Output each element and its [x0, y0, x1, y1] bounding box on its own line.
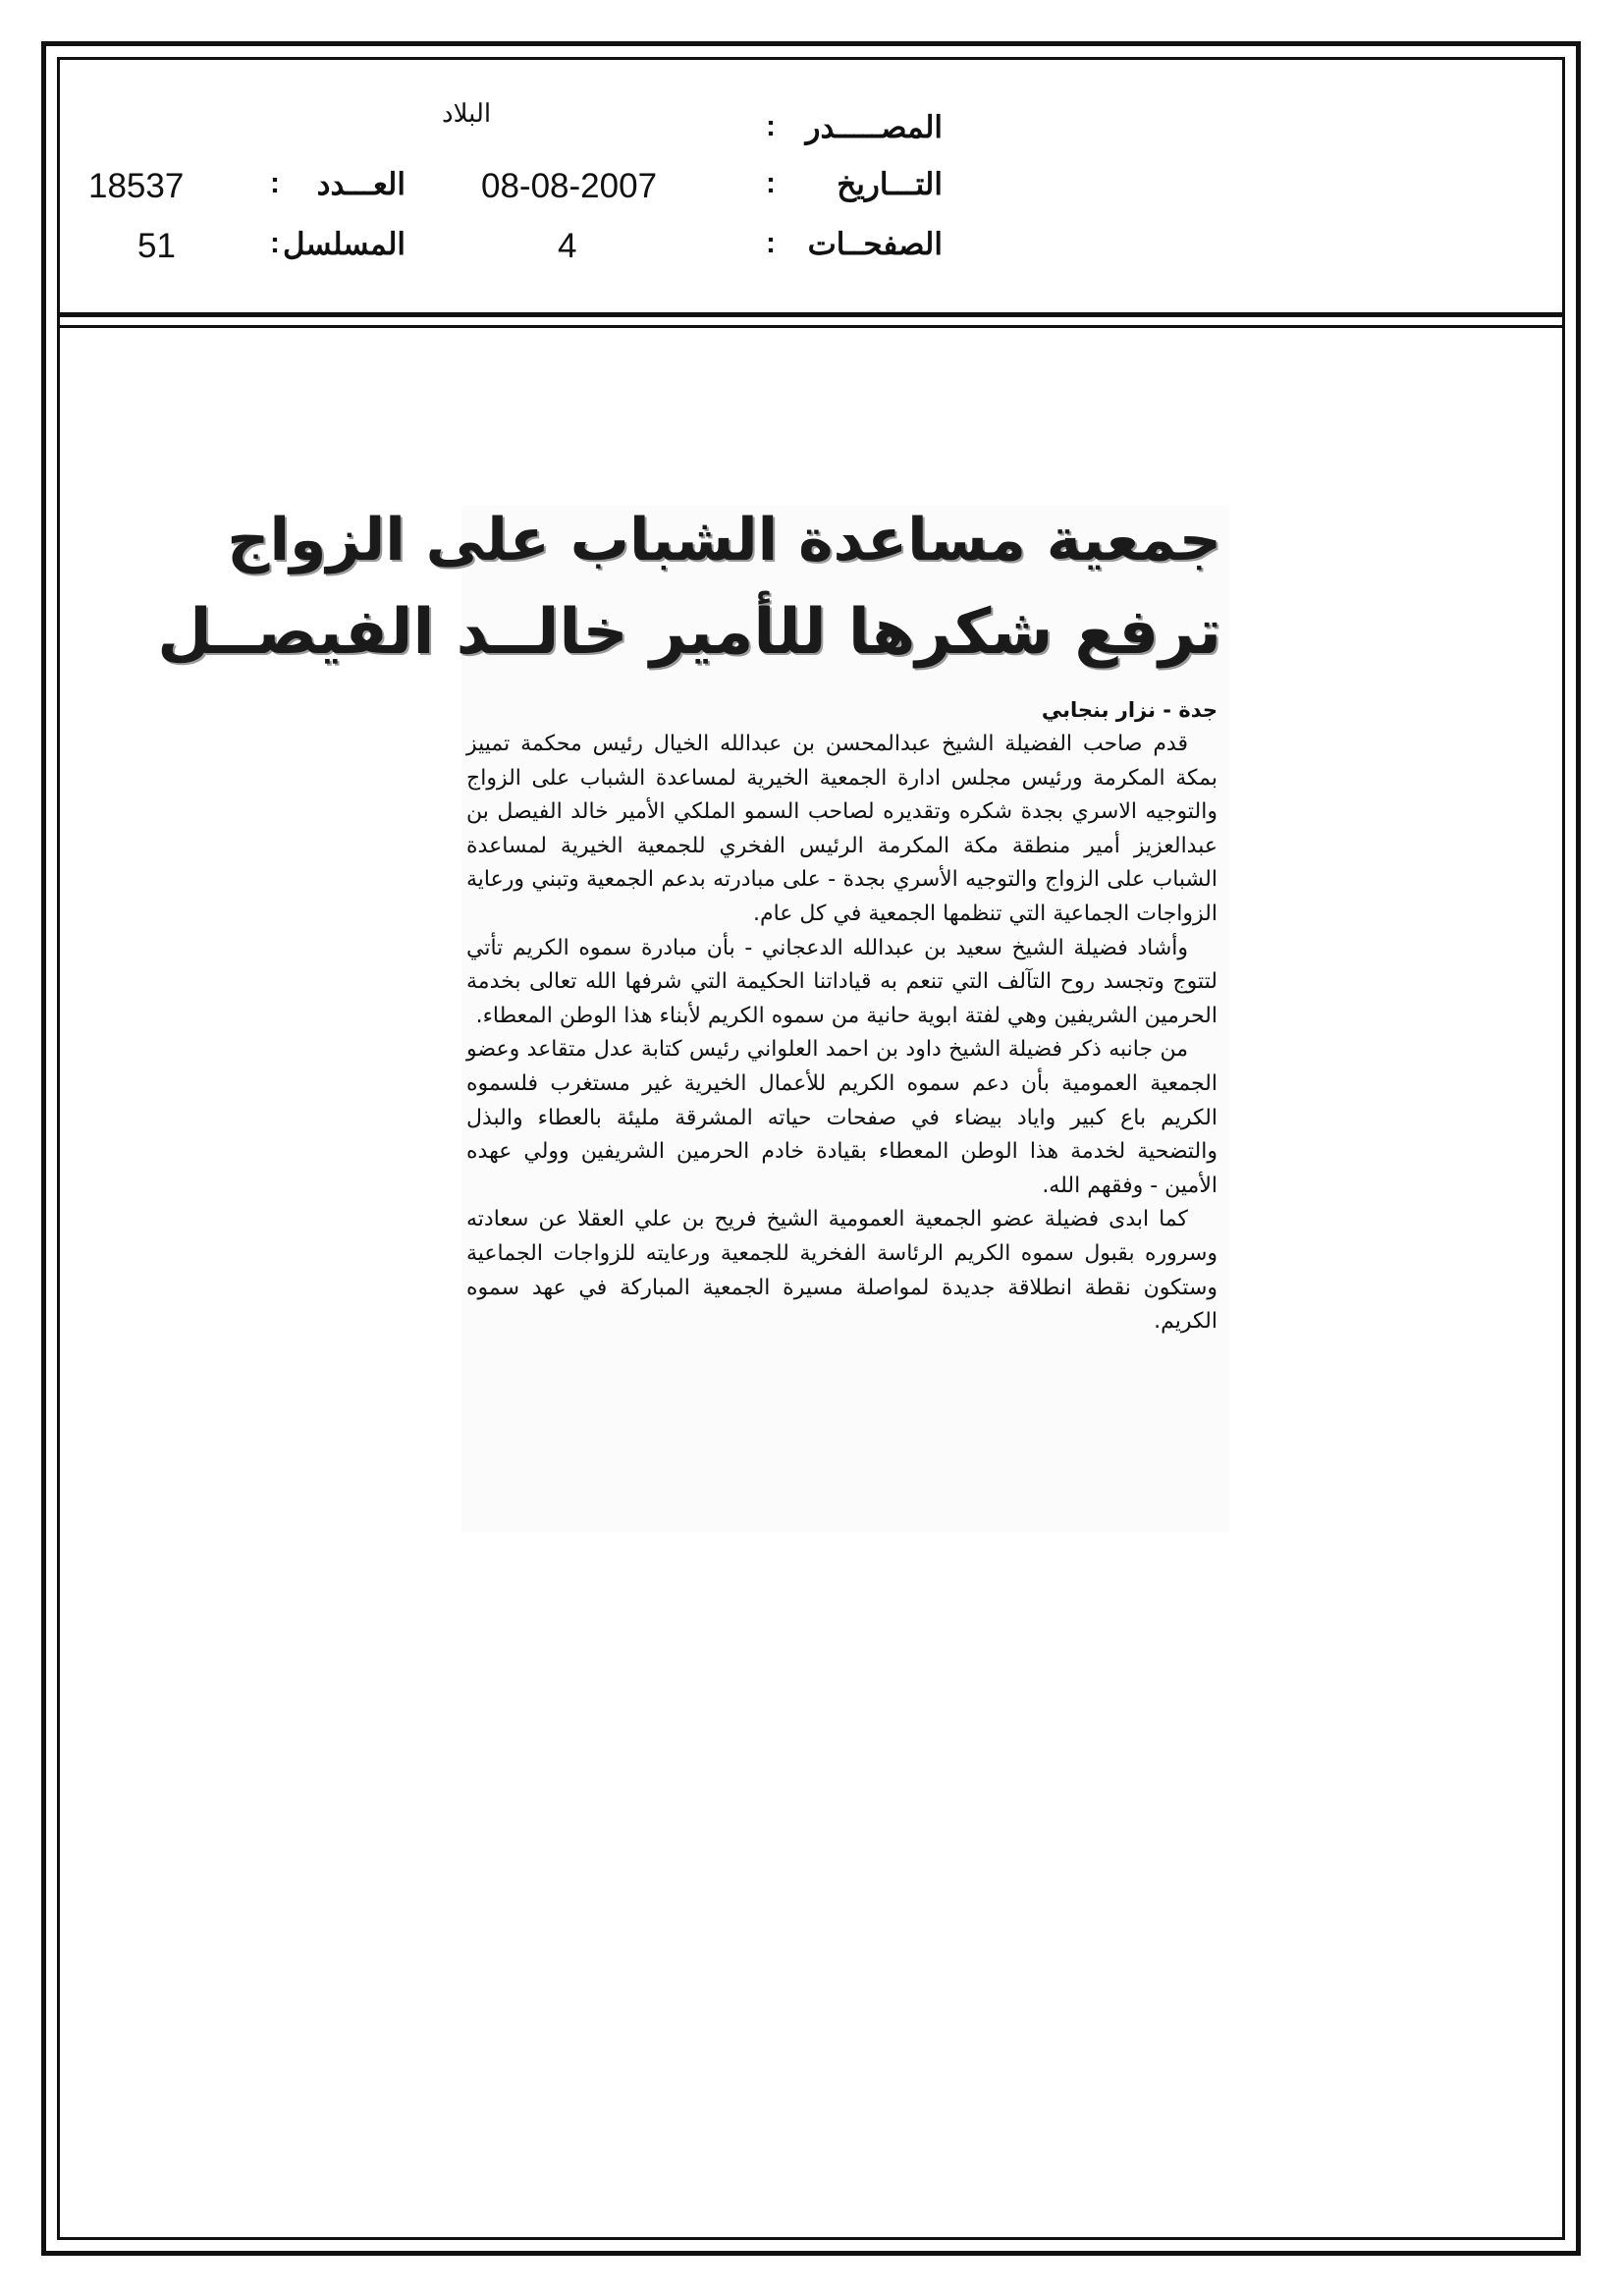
- pages-value: 4: [558, 227, 577, 265]
- date-value: 08-08-2007: [481, 167, 658, 205]
- pages-colon: :: [766, 227, 776, 259]
- source-colon: :: [766, 110, 776, 142]
- date-colon: :: [766, 167, 776, 199]
- pages-label: الصفحــات: [807, 227, 943, 261]
- paragraph-2: وأشاد فضيلة الشيخ سعيد بن عبدالله الدعجاني - بأن مبادرة سموه الكريم تأتي لتتوج وتجسد روح التآلف التي تنعم به قياداتنا الحكيمة التي شرفها الله تعالى بخدمة الحرمين الشريفين وهي لفتة ابوية حانية من سموه الكريم لأبناء هذا الوطن المعطاء.: [466, 935, 1217, 1028]
- header-divider-inner: [57, 325, 1565, 328]
- byline: جدة - نزار بنجابي: [1041, 698, 1217, 722]
- serial-label: المسلسل: [282, 227, 406, 261]
- issue-value: 18537: [88, 167, 185, 205]
- paragraph-1: قدم صاحب الفضيلة الشيخ عبدالمحسن بن عبدالله الخيال رئيس محكمة تمييز بمكة المكرمة ورئيس مجلس ادارة الجمعية الخيرية لمساعدة الشباب على الزواج والتوجيه الاسري بجدة شكره وتقديره لصاحب السمو الملكي الأمير خالد الفيصل بن عبدالعزيز أمير منطقة مكة المكرمة الرئيس الفخري للجمعية الخيرية لمساعدة الشباب على الزواج والتوجيه الأسري بجدة - على مبادرته بدعم الجمعية وتبني ورعاية الزواجات الجماعية التي تنظمها الجمعية في كل عام.: [466, 732, 1217, 926]
- headline-line-1: جمعية مساعدة الشباب على الزواج: [227, 506, 1221, 574]
- header-divider: [57, 312, 1565, 317]
- paragraph-3: من جانبه ذكر فضيلة الشيخ داود بن احمد العلواني رئيس كتابة عدل متقاعد وعضو الجمعية العمومية بأن دعم سموه الكريم للأعمال الخيرية غير مستغرب فلسموه الكريم باع كبير واياد بيضاء في صفحات حياته المشرقة مليئة بالعطاء والبذل والتضحية لخدمة هذا الوطن المعطاء بقيادة خادم الحرمين الشريفين وولي عهده الأمين - وفقهم الله.: [466, 1037, 1217, 1198]
- date-label: التـــاريخ: [837, 167, 943, 201]
- headline-line-2: ترفع شكرها للأمير خالــد الفيصــل: [157, 596, 1221, 669]
- serial-colon: :: [270, 227, 280, 259]
- newspaper-clipping: [157, 506, 1229, 1532]
- source-value: البلاد: [442, 98, 492, 128]
- issue-label: العـــدد: [316, 167, 406, 201]
- paragraph-4: كما ابدى فضيلة عضو الجمعية العمومية الشيخ فريح بن علي العقلا عن سعادته وسروره بقبول سموه الكريم الرئاسة الفخرية للجمعية ورعايته للزواجات الجماعية وستكون نقطة انطلاقة جديدة لمواصلة مسيرة الجمعية المباركة في عهد سموه الكريم.: [466, 1207, 1217, 1335]
- issue-colon: :: [270, 167, 280, 199]
- serial-value: 51: [137, 227, 176, 265]
- source-label: المصـــــدر: [805, 110, 943, 144]
- article-body: [466, 728, 1217, 1339]
